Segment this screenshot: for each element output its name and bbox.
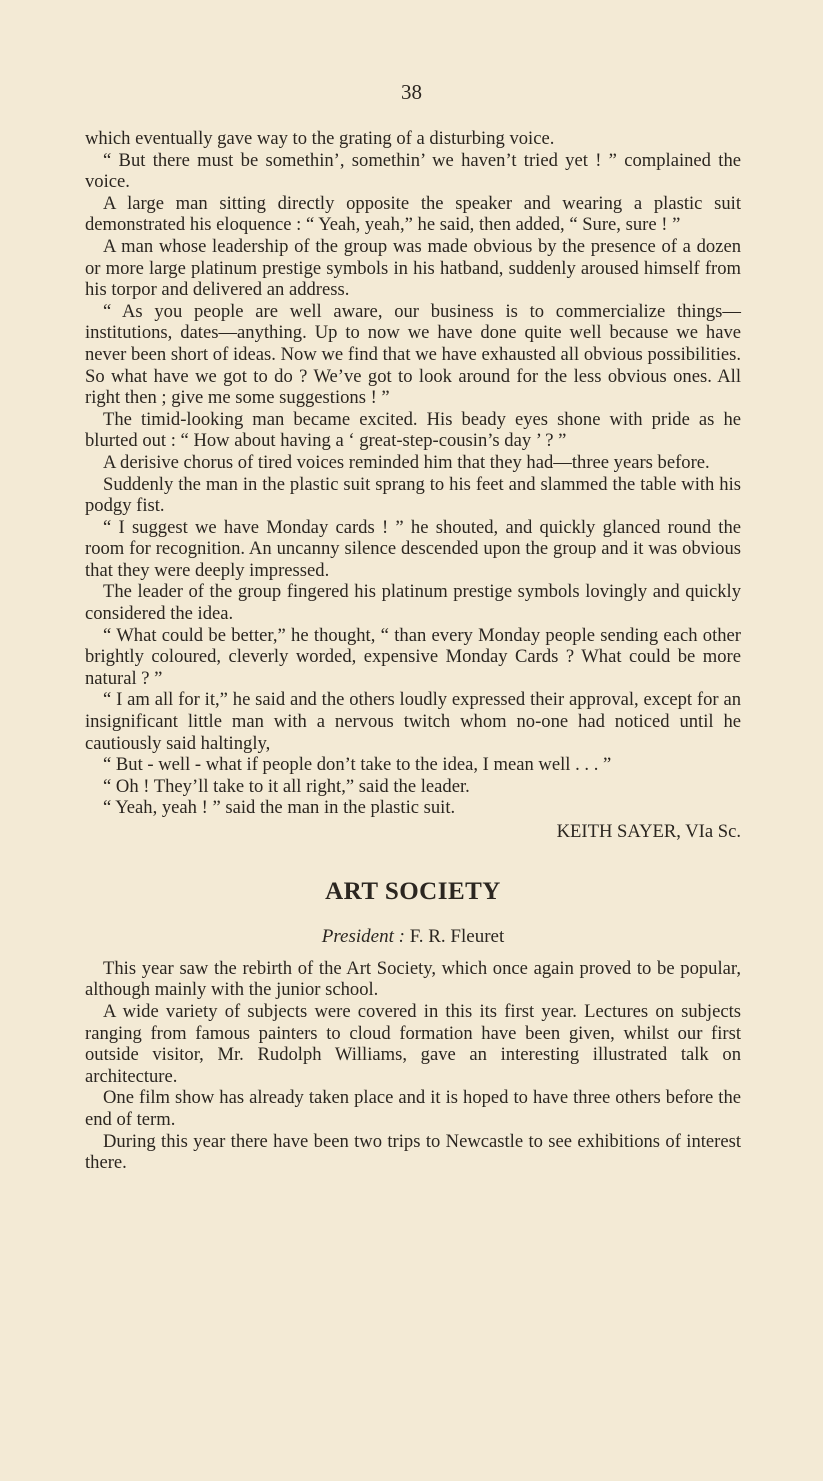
author-signature: KEITH SAYER, VIa Sc.	[556, 821, 741, 842]
story-paragraph: “ Yeah, yeah ! ” said the man in the plastic suit.	[103, 797, 456, 819]
art-society-paragraph: A wide variety of subjects were covered in this its first year. Lectures on subjects ranging from famous painters to cloud formation have been given, whilst our first outside visitor, Mr. Rudolph Williams, gave an interesting illustrated talk on architecture.	[85, 1000, 741, 1087]
page-number: 38	[401, 80, 422, 104]
president-label: President :	[321, 926, 405, 948]
art-society-paragraph: During this year there have been two trips to Newcastle to see exhibitions of interest there.	[85, 1130, 741, 1174]
page-body	[85, 128, 741, 1174]
president-line	[85, 926, 741, 948]
story-paragraph: “ Oh ! They’ll take to it all right,” said the leader.	[103, 775, 470, 797]
story-paragraph: “ But there must be somethin’, somethin’ we haven’t tried yet ! ” complained the voice.	[85, 149, 741, 193]
president-name: F. R. Fleuret	[409, 926, 505, 948]
story-paragraph: “ What could be better,” he thought, “ than every Monday people sending each other brightly coloured, cleverly worded, expensive Monday Cards ? What could be more natural ? ”	[85, 624, 741, 689]
story-paragraph: A large man sitting directly opposite the speaker and wearing a plastic suit demonstrated his eloquence : “ Yeah, yeah,” he said, then added, “ Sure, sure ! ”	[85, 192, 741, 236]
story-paragraph: “ But - well - what if people don’t take to the idea, I mean well . . . ”	[103, 754, 612, 776]
story-paragraph: “ I am all for it,” he said and the others loudly expressed their approval, except for an insignificant little man with a nervous twitch whom no-one had noticed until he cautiously said haltingly,	[85, 689, 741, 754]
story-paragraph: A man whose leadership of the group was made obvious by the presence of a dozen or more large platinum prestige symbols in his hatband, suddenly aroused himself from his torpor and delivered an address.	[85, 235, 741, 301]
story-paragraph: Suddenly the man in the plastic suit sprang to his feet and slammed the table with his podgy fist.	[85, 473, 741, 517]
section-heading: ART SOCIETY	[325, 877, 501, 905]
story-paragraph: “ As you people are well aware, our business is to commercialize things—institutions, dates—anything. Up to now we have done quite well because we have never been short of ideas. Now we find that we have exhausted all obvious possibilities. So what have we got to do ? We’ve got to look around for the less obvious ones. All right then ; give me some suggestions ! ”	[85, 300, 741, 409]
story-paragraph: “ I suggest we have Monday cards ! ” he shouted, and quickly glanced round the room for recognition. An uncanny silence descended upon the group and it was obvious that they were deeply impressed.	[85, 516, 741, 581]
story-paragraph: which eventually gave way to the grating of a disturbing voice.	[85, 128, 555, 149]
story-paragraph: A derisive chorus of tired voices reminded him that they had—three years before.	[103, 451, 710, 473]
story-paragraph: The leader of the group fingered his platinum prestige symbols lovingly and quickly considered the idea.	[85, 581, 741, 625]
art-society-paragraph: This year saw the rebirth of the Art Society, which once again proved to be popular, although mainly with the junior school.	[85, 957, 741, 1001]
art-society-paragraph: One film show has already taken place and it is hoped to have three others before the end of term.	[85, 1087, 741, 1130]
story-paragraph: The timid-looking man became excited. His beady eyes shone with pride as he blurted out : “ How about having a ‘ great-step-cousin’s day ’ ? ”	[85, 408, 741, 452]
